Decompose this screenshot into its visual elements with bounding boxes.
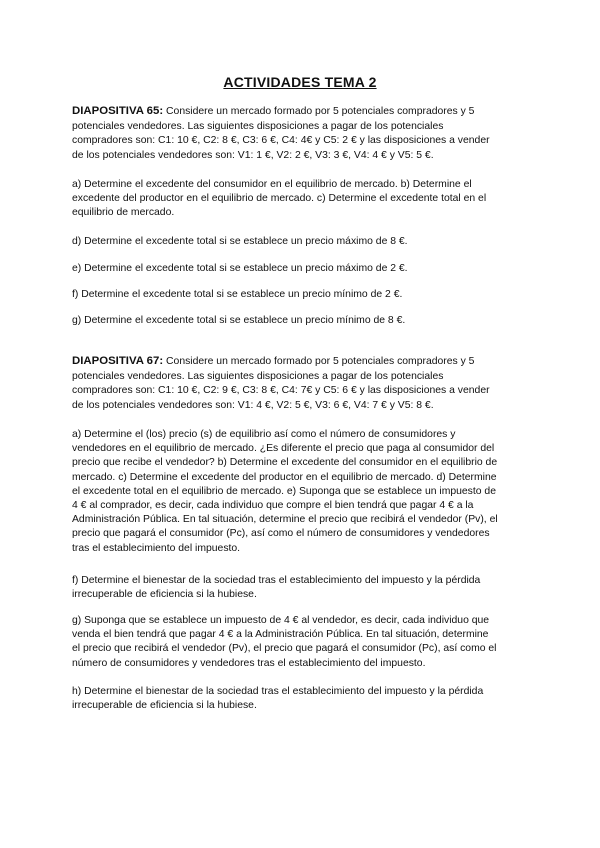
question-line: tras el establecimiento del impuesto. [72,542,241,554]
question-line: e) Determine el excedente total si se establece un precio máximo de 2 €. [72,263,408,274]
question-line: venda el bien tendrá que pagar 4 € a la Administración Pública. En tal situación, determine [72,629,489,641]
slide-67-intro-line: Considere un mercado formado por 5 potenciales compradores y 5 [163,356,475,367]
slide-65-question-d [72,235,532,249]
question-line: 4 € al comprador, es decir, cada individuo que compre el bien tendrá que pagar 4 € a la [72,500,474,512]
slide-67-question-ae [72,428,532,556]
question-line: g) Determine el excedente total si se establece un precio mínimo de 8 €. [72,315,406,326]
question-line: a) Determine el (los) precio (s) de equilibrio así como el número de consumidores y [72,429,456,440]
slide-65-intro-line: Considere un mercado formado por 5 potenciales compradores y 5 [163,106,475,117]
slide-67-question-f [72,574,532,602]
slide-65-question-g [72,314,532,328]
slide-67-question-g [72,614,532,671]
slide-67-intro [72,354,532,413]
slide-67-intro-line: potenciales vendedores. Las siguientes disposiciones a pagar de los potenciales [72,370,444,382]
question-line: precio que pagará el consumidor (Pc), así como el número de consumidores y vendedores [72,528,490,540]
slide-65-intro-line: compradores son: C1: 10 €, C2: 8 €, C3: 6 €, C4: 4€ y C5: 2 € y las disposiciones a vender [72,135,490,147]
question-line: mercado. c) Determine el excedente del productor en el equilibrio de mercado. d) Determine [72,471,497,483]
question-line: Administración Pública. En tal situación, determine el precio que recibirá el vendedor (Pv), el [72,514,498,526]
slide-67-intro-line: compradores son: C1: 10 €, C2: 9 €, C3: 8 €, C4: 7€ y C5: 6 € y las disposiciones a vender [72,385,490,397]
question-line: excedente del productor en el equilibrio de mercado. c) Determine el excedente total en el [72,193,487,205]
page-title: ACTIVIDADES TEMA 2 [223,74,377,90]
question-line: número de consumidores y vendedores tras el establecimiento del impuesto. [72,657,426,669]
question-line: el excedente total en el equilibrio de mercado. e) Suponga que se establece un impuesto de [72,485,496,497]
question-line: a) Determine el excedente del consumidor en el equilibrio de mercado. b) Determine el [72,179,472,190]
slide-65-question-e [72,262,532,276]
question-line: irrecuperable de eficiencia si la hubiese. [72,589,257,601]
slide-67-heading: DIAPOSITIVA 67: [72,355,164,367]
slide-65-intro [72,104,532,163]
slide-65-question-abc [72,178,532,221]
question-line: h) Determine el bienestar de la sociedad tras el establecimiento del impuesto y la pérdida [72,686,484,697]
slide-65-question-f [72,288,532,302]
slide-67-intro-line: de los potenciales vendedores son: V1: 4 €, V2: 5 €, V3: 6 €, V4: 7 € y V5: 8 €. [72,399,434,411]
slide-65-intro-line: de los potenciales vendedores son: V1: 1 €, V2: 2 €, V3: 3 €, V4: 4 € y V5: 5 €. [72,149,434,161]
slide-67-question-h [72,685,532,713]
question-line: equilibrio de mercado. [72,207,175,219]
question-line: el precio que recibirá el vendedor (Pv), el precio que pagará el consumidor (Pc), así como el [72,643,497,655]
question-line: f) Determine el excedente total si se establece un precio mínimo de 2 €. [72,289,403,300]
question-line: f) Determine el bienestar de la sociedad tras el establecimiento del impuesto y la pérdida [72,575,481,586]
question-line: precio que recibe el vendedor? b) Determine el excedente del consumidor en el equilibrio de [72,457,498,469]
question-line: vendedores en el equilibrio de mercado. ¿Es diferente el precio que paga al consumidor del [72,443,495,455]
slide-65-intro-line: potenciales vendedores. Las siguientes disposiciones a pagar de los potenciales [72,120,444,132]
question-line: irrecuperable de eficiencia si la hubiese. [72,700,257,712]
question-line: g) Suponga que se establece un impuesto de 4 € al vendedor, es decir, cada individuo que [72,615,490,626]
question-line: d) Determine el excedente total si se establece un precio máximo de 8 €. [72,236,408,247]
slide-65-heading: DIAPOSITIVA 65: [72,105,164,117]
